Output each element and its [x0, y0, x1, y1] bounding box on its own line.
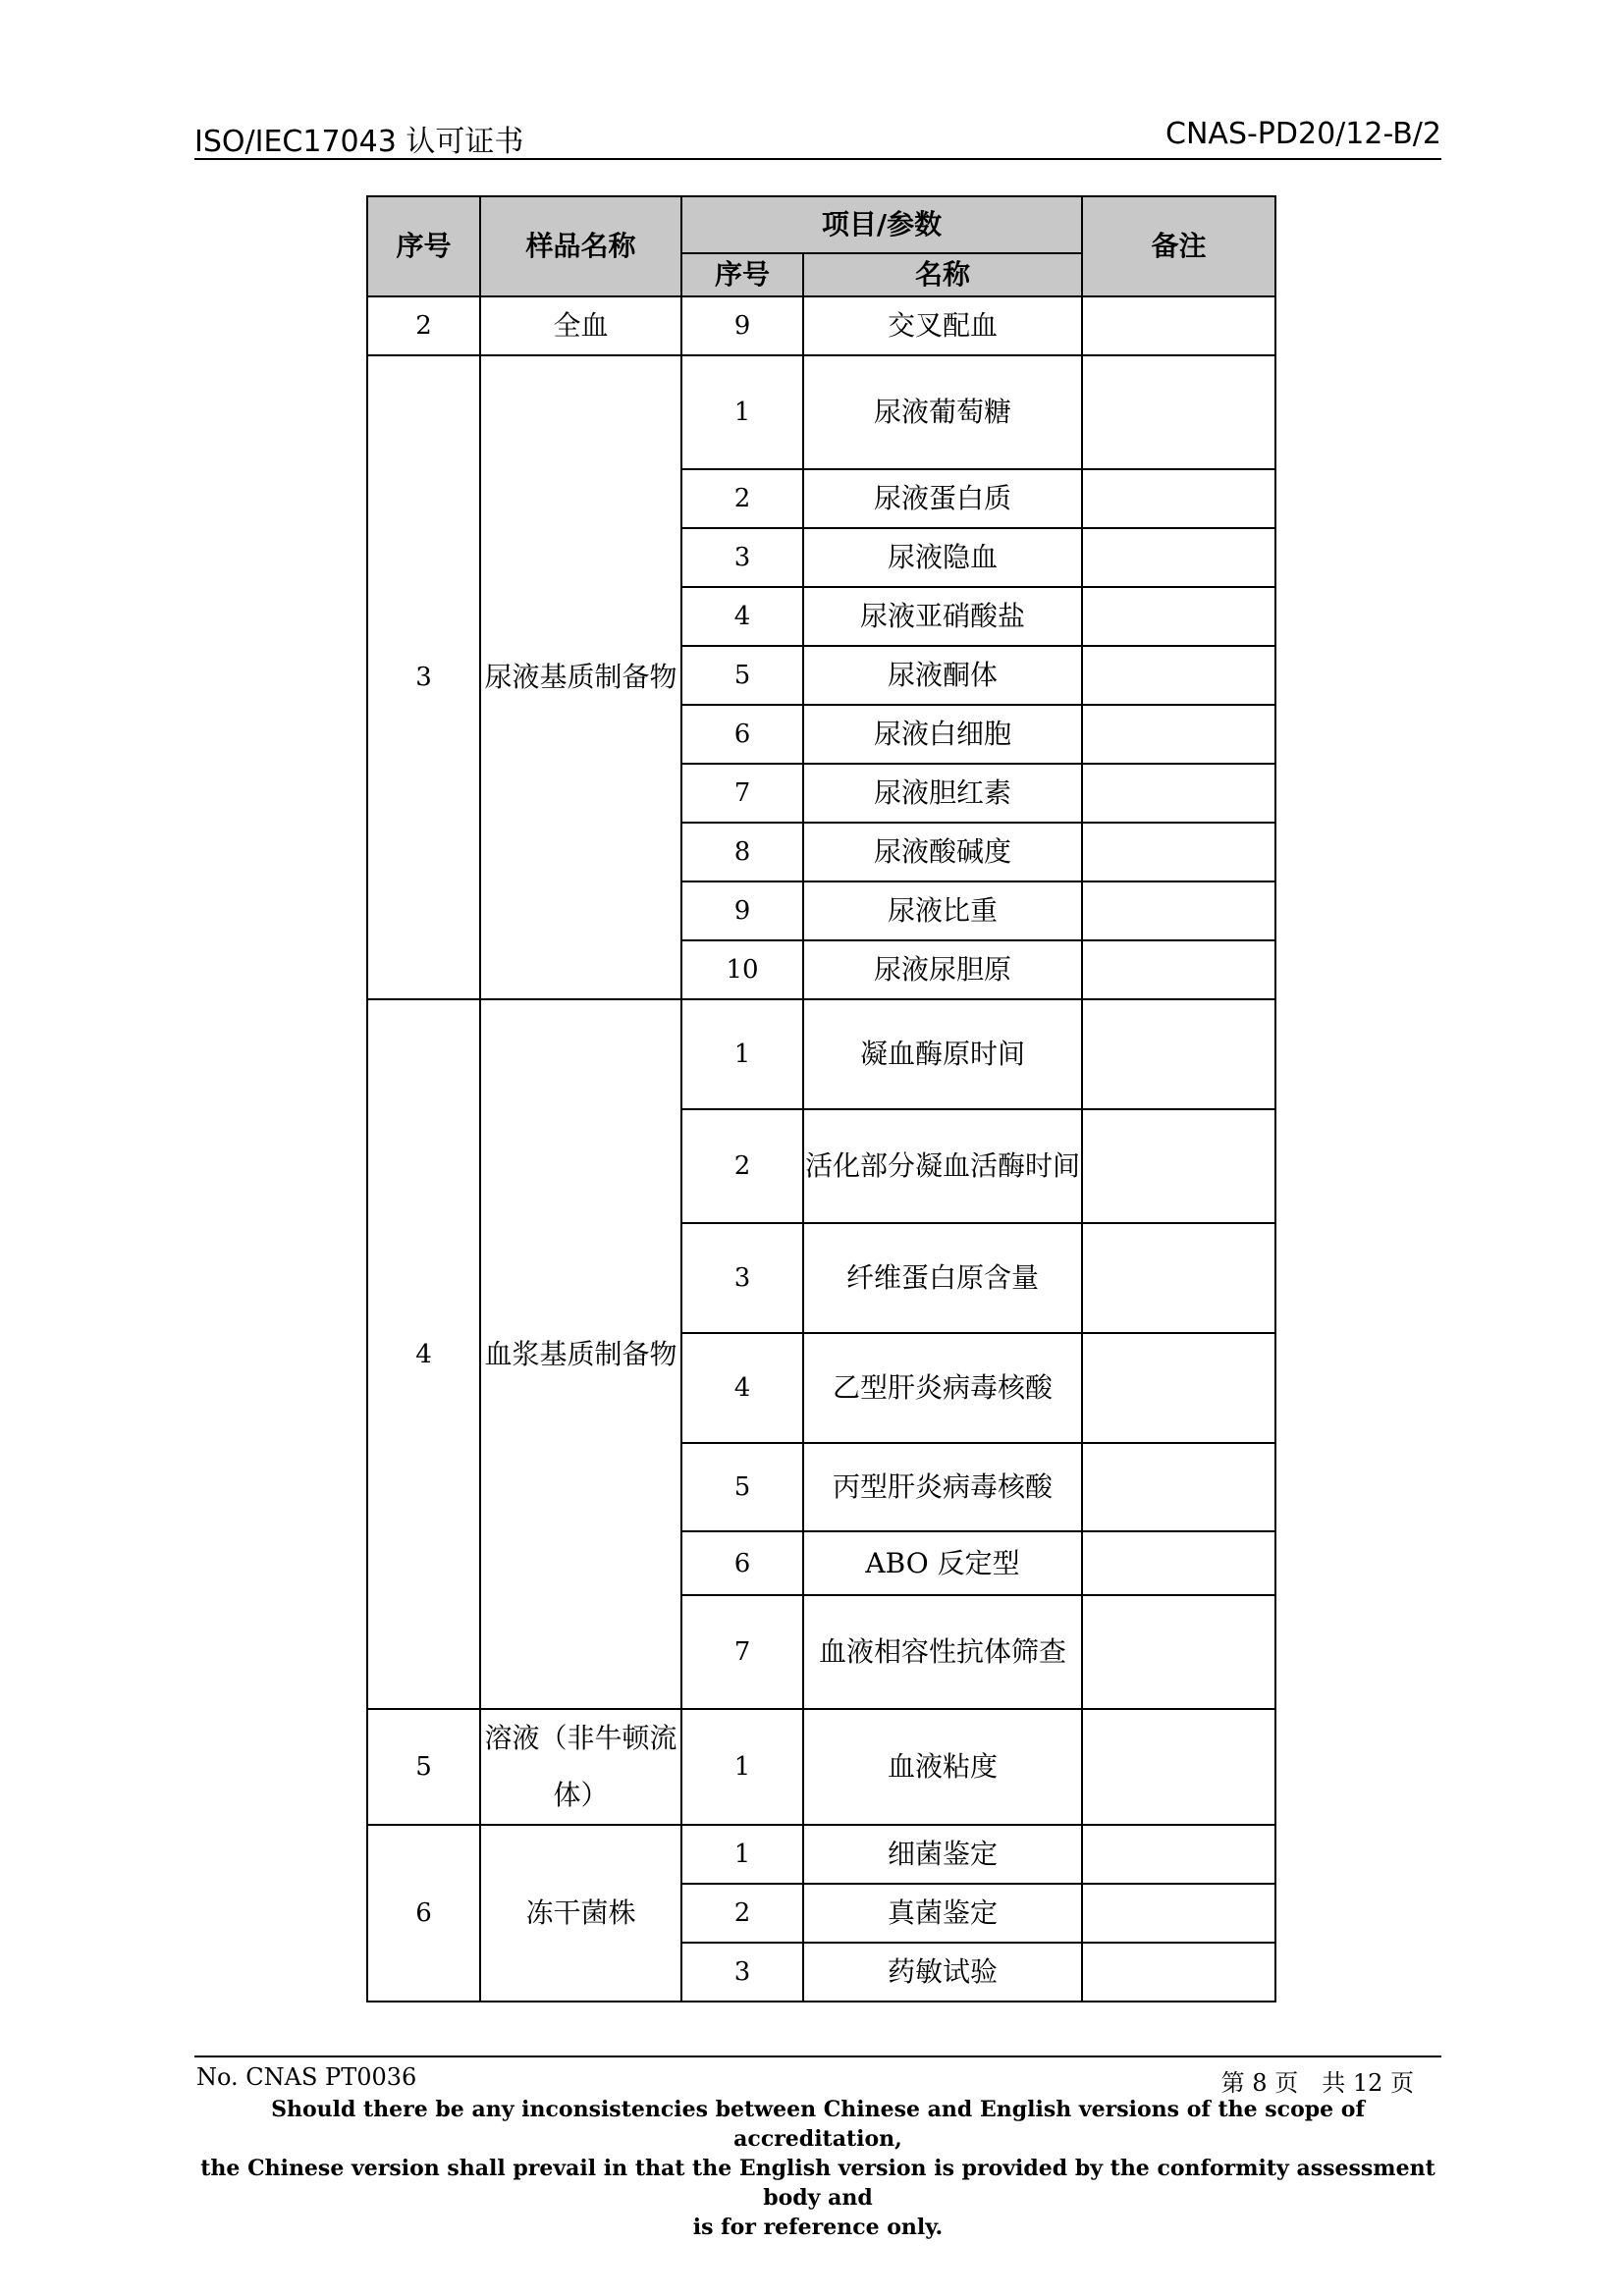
- item-name: 尿液亚硝酸盐: [803, 587, 1082, 646]
- sample-name: 全血: [480, 296, 681, 355]
- remark-cell: [1082, 940, 1275, 999]
- group-seq: 2: [367, 296, 480, 355]
- page-number: 第 8 页 共 12 页: [1220, 2069, 1414, 2097]
- item-no: 5: [681, 646, 803, 705]
- item-name: 凝血酶原时间: [803, 999, 1082, 1109]
- item-no: 5: [681, 1443, 803, 1531]
- item-no: 8: [681, 823, 803, 881]
- group-seq: 6: [367, 1825, 480, 2002]
- item-name: 真菌鉴定: [803, 1884, 1082, 1943]
- item-no: 1: [681, 1709, 803, 1825]
- document-code: CNAS-PD20/12-B/2: [1165, 117, 1441, 151]
- document-number: No. CNAS PT0036: [196, 2063, 417, 2091]
- table-row: [367, 296, 1275, 355]
- sample-name: 冻干菌株: [480, 1825, 681, 2002]
- item-name: 尿液尿胆原: [803, 940, 1082, 999]
- item-no: 2: [681, 1884, 803, 1943]
- item-no: 2: [681, 469, 803, 528]
- sample-name: 溶液（非牛顿流体）: [480, 1709, 681, 1825]
- page-header: [194, 115, 1441, 160]
- item-no: 9: [681, 296, 803, 355]
- disclaimer-line: the Chinese version shall prevail in that the English version is provided by the conformity assessment body and: [200, 2156, 1435, 2211]
- sample-name: 尿液基质制备物: [480, 355, 681, 999]
- remark-cell: [1082, 1443, 1275, 1531]
- item-name: 活化部分凝血活酶时间: [803, 1109, 1082, 1223]
- item-no: 10: [681, 940, 803, 999]
- table-row: [367, 355, 1275, 469]
- item-no: 1: [681, 355, 803, 469]
- item-name: 尿液蛋白质: [803, 469, 1082, 528]
- remark-cell: [1082, 999, 1275, 1109]
- remark-cell: [1082, 296, 1275, 355]
- remark-cell: [1082, 355, 1275, 469]
- remark-cell: [1082, 705, 1275, 764]
- item-no: 3: [681, 1943, 803, 2002]
- item-name: 丙型肝炎病毒核酸: [803, 1443, 1082, 1531]
- item-no: 7: [681, 1595, 803, 1709]
- item-name: 细菌鉴定: [803, 1825, 1082, 1884]
- remark-cell: [1082, 646, 1275, 705]
- remark-cell: [1082, 764, 1275, 823]
- table-row: [367, 1825, 1275, 1884]
- header-remark: 备注: [1082, 196, 1275, 296]
- header-item-name: 名称: [803, 253, 1082, 296]
- item-name: 药敏试验: [803, 1943, 1082, 2002]
- group-seq: 3: [367, 355, 480, 999]
- table-row: [367, 1709, 1275, 1825]
- remark-cell: [1082, 1884, 1275, 1943]
- disclaimer-line: is for reference only.: [692, 2215, 944, 2240]
- remark-cell: [1082, 1709, 1275, 1825]
- remark-cell: [1082, 469, 1275, 528]
- item-name: 血液粘度: [803, 1709, 1082, 1825]
- table-row: [367, 999, 1275, 1109]
- header-seq: 序号: [367, 196, 480, 296]
- certificate-title: ISO/IEC17043 认可证书: [194, 125, 524, 159]
- language-disclaimer: [194, 2095, 1441, 2242]
- item-no: 1: [681, 1825, 803, 1884]
- item-no: 3: [681, 528, 803, 587]
- page-footer: [194, 2056, 1441, 2240]
- item-name: 血液相容性抗体筛查: [803, 1595, 1082, 1709]
- item-no: 6: [681, 1531, 803, 1595]
- item-no: 6: [681, 705, 803, 764]
- item-name: 乙型肝炎病毒核酸: [803, 1333, 1082, 1443]
- item-name: 尿液葡萄糖: [803, 355, 1082, 469]
- item-name: 尿液酸碱度: [803, 823, 1082, 881]
- item-no: 1: [681, 999, 803, 1109]
- remark-cell: [1082, 1223, 1275, 1333]
- item-name: 尿液酮体: [803, 646, 1082, 705]
- group-seq: 5: [367, 1709, 480, 1825]
- remark-cell: [1082, 528, 1275, 587]
- remark-cell: [1082, 587, 1275, 646]
- remark-cell: [1082, 881, 1275, 940]
- item-name: 纤维蛋白原含量: [803, 1223, 1082, 1333]
- item-no: 4: [681, 587, 803, 646]
- remark-cell: [1082, 1825, 1275, 1884]
- remark-cell: [1082, 823, 1275, 881]
- item-no: 4: [681, 1333, 803, 1443]
- header-item-seq: 序号: [681, 253, 803, 296]
- item-name: 交叉配血: [803, 296, 1082, 355]
- item-name: 尿液隐血: [803, 528, 1082, 587]
- item-no: 2: [681, 1109, 803, 1223]
- disclaimer-line: Should there be any inconsistencies between Chinese and English versions of the scope of accreditation,: [271, 2097, 1365, 2152]
- item-no: 7: [681, 764, 803, 823]
- header-sample-name: 样品名称: [480, 196, 681, 296]
- item-name: 尿液白细胞: [803, 705, 1082, 764]
- item-no: 9: [681, 881, 803, 940]
- remark-cell: [1082, 1333, 1275, 1443]
- sample-name: 血浆基质制备物: [480, 999, 681, 1709]
- remark-cell: [1082, 1109, 1275, 1223]
- item-name: 尿液胆红素: [803, 764, 1082, 823]
- remark-cell: [1082, 1531, 1275, 1595]
- remark-cell: [1082, 1595, 1275, 1709]
- item-name: ABO 反定型: [803, 1531, 1082, 1595]
- group-seq: 4: [367, 999, 480, 1709]
- remark-cell: [1082, 1943, 1275, 2002]
- item-no: 3: [681, 1223, 803, 1333]
- accreditation-scope-table: [366, 195, 1276, 2002]
- header-item-parameter: 项目/参数: [681, 196, 1082, 253]
- item-name: 尿液比重: [803, 881, 1082, 940]
